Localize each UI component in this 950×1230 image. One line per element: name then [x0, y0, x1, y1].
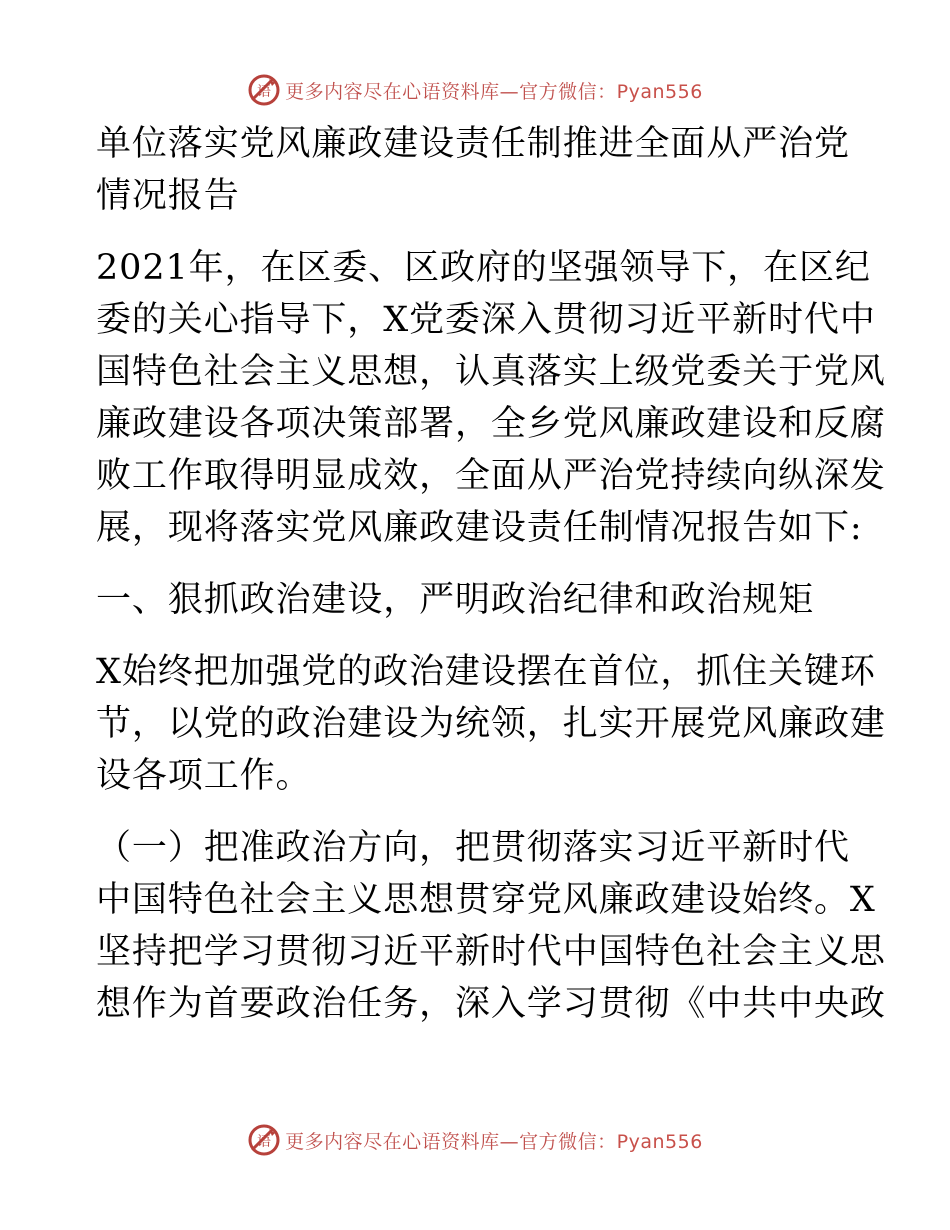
svg-text:语: 语 [257, 84, 272, 100]
title-line: 单位落实党风廉政建设责任制推进全面从严治党 [96, 124, 850, 164]
paragraph-line: 节，以党的政治建设为统领，扎实开展党风廉政建 [96, 704, 886, 744]
paragraph-line: 国特色社会主义思想，认真落实上级党委关于党风 [96, 352, 886, 392]
title-line: 情况报告 [96, 176, 240, 216]
paragraph-line: 廉政建设各项决策部署，全乡党风廉政建设和反腐 [96, 404, 886, 444]
paragraph-line: 委的关心指导下，X党委深入贯彻习近平新时代中 [96, 300, 876, 340]
paragraph-line: 设各项工作。 [96, 756, 312, 796]
banner-text: 更多内容尽在心语资料库—官方微信：Pyan556 [285, 1130, 703, 1153]
wechat-id: Pyan556 [616, 80, 703, 103]
paragraph-line: 坚持把学习贯彻习近平新时代中国特色社会主义思 [96, 932, 886, 972]
document-body [96, 118, 886, 1030]
brand-logo-icon [247, 1123, 281, 1157]
paragraph-line: 展，现将落实党风廉政建设责任制情况报告如下: [96, 508, 863, 548]
paragraph-line: 想作为首要政治任务，深入学习贯彻《中共中央政 [96, 984, 886, 1024]
section-heading: 一、狠抓政治建设，严明政治纪律和政治规矩 [96, 580, 815, 620]
paragraph-line: （一）把准政治方向，把贯彻落实习近平新时代 [96, 828, 850, 868]
banner-text: 更多内容尽在心语资料库—官方微信：Pyan556 [285, 80, 703, 103]
brand-logo-icon [247, 73, 281, 107]
paragraph-line: 败工作取得明显成效，全面从严治党持续向纵深发 [96, 456, 886, 496]
footer-banner [0, 1120, 950, 1160]
paragraph-line: 2021年，在区委、区政府的坚强领导下，在区纪 [96, 248, 871, 288]
header-banner [0, 70, 950, 110]
paragraph-line: X始终把加强党的政治建设摆在首位，抓住关键环 [96, 652, 876, 692]
svg-text:语: 语 [257, 1134, 272, 1150]
wechat-id: Pyan556 [616, 1130, 703, 1153]
paragraph-line: 中国特色社会主义思想贯穿党风廉政建设始终。X [96, 880, 876, 920]
